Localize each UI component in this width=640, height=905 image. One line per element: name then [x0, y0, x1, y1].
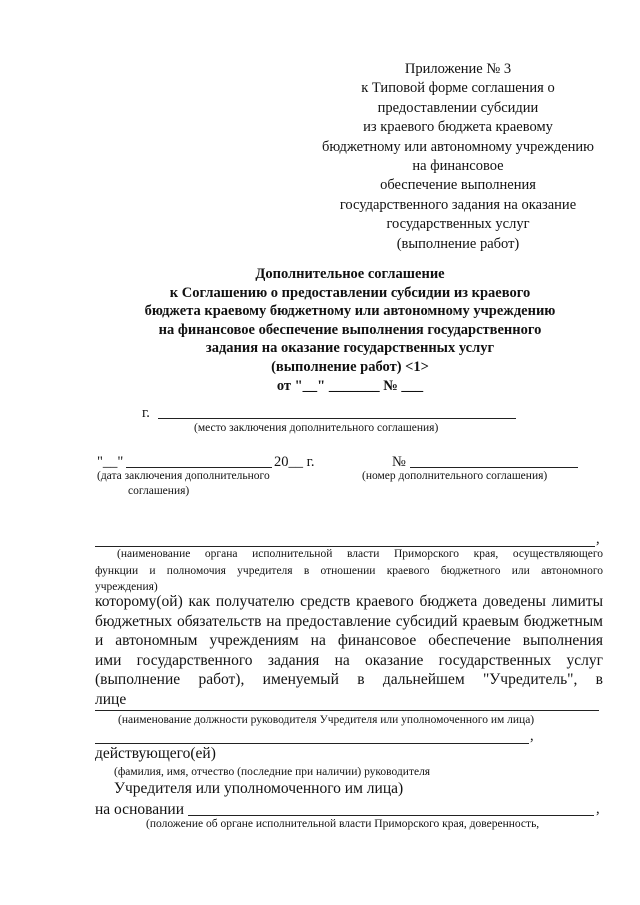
body-line: и автономным учреждениям на финансовое обеспечение выполнения: [95, 632, 603, 650]
place-prefix: г.: [142, 405, 150, 421]
body-line: (выполнение работ), именуемый в дальнейшем "Учредитель", в: [95, 671, 603, 689]
title-line: бюджета краевому бюджетному или автономному учреждению: [144, 303, 556, 320]
place-field[interactable]: [158, 418, 516, 419]
body-paragraph: [95, 592, 603, 710]
year-text: 20__ г.: [274, 454, 315, 470]
title-line: Дополнительное соглашение: [255, 266, 445, 282]
acting-caption-cont: Учредителя или уполномоченного им лица): [114, 780, 404, 797]
appendix-line: государственного задания на оказание: [339, 196, 577, 213]
acting-caption: (фамилия, имя, отчество (последние при наличии) руководителя: [114, 766, 431, 778]
acting-label: действующего(ей): [95, 745, 216, 762]
body-line: лице: [95, 690, 127, 708]
basis-caption: (положение об органе исполнительной власти Приморского края, доверенность,: [146, 818, 540, 830]
appendix-line: Приложение № 3: [404, 61, 512, 77]
appendix-line: обеспечение выполнения: [380, 177, 536, 194]
organ-comma: ,: [596, 531, 600, 547]
basis-comma: ,: [596, 801, 600, 817]
number-prefix: №: [392, 454, 406, 470]
organ-caption-line: (наименование органа исполнительной власти Приморского края, осуществляющего: [117, 548, 603, 560]
title-line: к Соглашению о предоставлении субсидии из краевого: [169, 284, 531, 301]
organ-caption-line: функции и полномочия учредителя в отношении краевого бюджетного или автономного: [95, 564, 603, 577]
appendix-line: (выполнение работ): [396, 235, 520, 252]
head-position-caption: (наименование должности руководителя Учредителя или уполномоченного им лица): [118, 714, 535, 726]
basis-label: на основании: [95, 801, 184, 818]
date-prefix: "__": [97, 454, 124, 470]
appendix-header: [300, 60, 616, 254]
document-title: [90, 265, 610, 395]
appendix-line: на финансовое: [412, 158, 504, 175]
date-caption-cont: соглашения): [128, 485, 190, 497]
title-line: от "__" _______ № ___: [276, 377, 424, 394]
appendix-line: государственных услуг: [386, 216, 530, 233]
title-line: (выполнение работ) <1>: [271, 358, 429, 375]
date-caption: (дата заключения дополнительного: [97, 470, 270, 482]
title-line: задания на оказание государственных услуг: [205, 340, 495, 357]
organ-caption: [95, 546, 603, 596]
appendix-line: предоставлении субсидии: [377, 99, 539, 116]
body-line: которому(ой) как получателю средств краевого бюджета доведены лимиты: [95, 593, 603, 610]
head-position-field[interactable]: [95, 710, 599, 711]
appendix-line: бюджетному или автономному учреждению: [321, 138, 595, 155]
appendix-line: к Типовой форме соглашения о: [361, 80, 555, 97]
number-caption: (номер дополнительного соглашения): [362, 470, 548, 482]
title-line: на финансовое обеспечение выполнения государственного: [158, 321, 542, 338]
place-caption: (место заключения дополнительного соглашения): [194, 422, 439, 434]
acting-comma: ,: [530, 728, 534, 744]
organ-caption-line: учреждения): [95, 581, 158, 593]
body-line: ими государственного задания на оказание государственных услуг: [95, 651, 603, 669]
appendix-line: из краевого бюджета краевому: [363, 119, 553, 136]
body-line: бюджетных обязательств на предоставление субсидий краевым бюджетным: [95, 612, 603, 630]
